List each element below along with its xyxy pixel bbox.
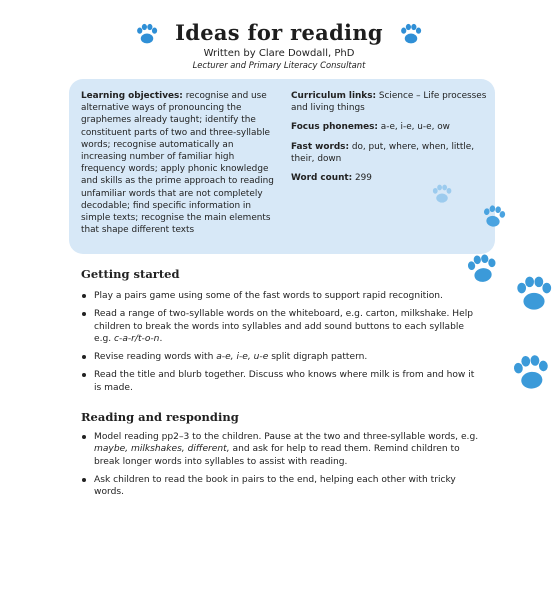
paw-print-icon — [430, 182, 454, 204]
paw-print-icon — [507, 348, 554, 394]
author-role: Lecturer and Primary Literacy Consultant — [192, 60, 366, 70]
page-title: Ideas for reading — [175, 20, 383, 45]
paw-print-icon — [462, 249, 502, 287]
list-item: Model reading pp2–3 to the children. Pause at the two and three-syllable words, e.g. maybe, milkshakes, different, and ask for help to read them. Remind children to break longer words into syllables to assist with reading. — [81, 431, 481, 468]
paw-print-icon — [512, 271, 556, 313]
list-item: Revise reading words with a-e, i-e, u-e split digraph pattern. — [81, 351, 481, 363]
getting-started-list — [81, 290, 481, 400]
fast-words — [291, 141, 487, 165]
learning-objectives-label: Learning objectives: — [81, 91, 183, 101]
list-item: Play a pairs game using some of the fast words to support rapid recognition. — [81, 290, 481, 302]
word-count-value: 299 — [355, 173, 372, 184]
list-item: Read a range of two-syllable words on the whiteboard, e.g. carton, milkshake. Help children to break the words into syllables and add sound buttons to each syllable e.g. c-a-r/t-o-n. — [81, 308, 481, 345]
section-heading-reading-responding: Reading and responding — [81, 410, 239, 424]
list-item: Ask children to read the book in pairs to the end, helping each other with tricky words. — [81, 474, 481, 499]
word-count — [291, 172, 487, 184]
curriculum-links — [291, 90, 487, 114]
paw-print-icon — [134, 21, 160, 45]
phonemes-text: a-e, i-e, u-e, ow — [380, 122, 450, 133]
paw-print-icon — [478, 201, 510, 230]
learning-objectives-text: recognise and use alternative ways of pronouncing the graphemes already taught; identify the constituent parts of two and three-syllable words; recognise automatically an increasing number of familiar high frequency words; apply phonic knowledge and skills as the prime approach to reading unfamiliar words that are not completely decodable; find specific information in simple texts; recognise the main elements that shape different texts — [81, 91, 274, 236]
focus-phonemes — [291, 121, 487, 133]
section-heading-getting-started: Getting started — [81, 267, 180, 281]
paw-print-icon — [398, 21, 424, 45]
curriculum-label: Curriculum links: — [291, 91, 377, 101]
word-count-label: Word count: — [291, 173, 353, 184]
learning-objectives — [81, 90, 281, 236]
list-item: Read the title and blurb together. Discuss who knows where milk is from and how it is made. — [81, 369, 481, 394]
info-right-column — [291, 90, 487, 191]
phonemes-label: Focus phonemes: — [291, 122, 378, 133]
author-line: Written by Clare Dowdall, PhD — [203, 48, 355, 59]
reading-responding-list — [81, 431, 481, 504]
curriculum-text: Science – Life processes and living things — [291, 91, 487, 114]
info-box — [69, 79, 495, 254]
page-header — [0, 20, 558, 70]
fast-words-text: do, put, where, when, little, their, down — [291, 141, 475, 164]
fast-words-label: Fast words: — [291, 141, 350, 152]
